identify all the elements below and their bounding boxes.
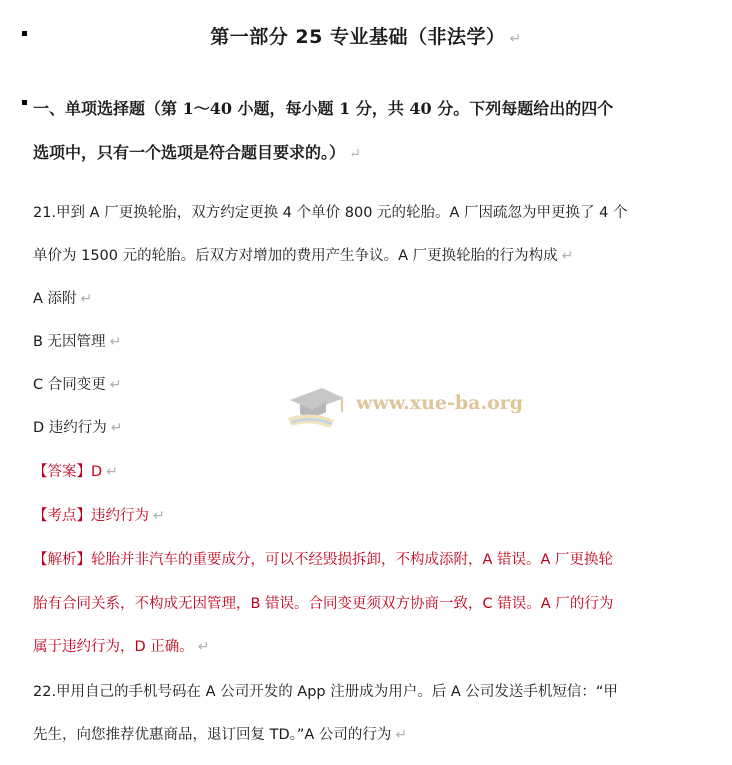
q21-option-b: B 无因管理 ↵ — [33, 334, 122, 350]
q21-answer: 【答案】D ↵ — [33, 464, 118, 480]
q21-option-a: A 添附 ↵ — [33, 291, 93, 307]
q21-analysis-line-2: 胎有合同关系，不构成无因管理，B 错误。合同变更须双方协商一致，C 错误。A 厂的行为 — [33, 596, 614, 612]
q21-analysis-line-1: 【解析】轮胎并非汽车的重要成分，可以不经毁损拆卸，不构成添附，A 错误。A 厂更换轮 — [33, 552, 614, 568]
paragraph-mark-icon: ↵ — [197, 639, 210, 655]
q21-stem-line-1: 21.甲到 A 厂更换轮胎，双方约定更换 4 个单价 800 元的轮胎。A 厂因疏忽为甲更换了 4 个 — [33, 205, 628, 221]
paragraph-mark-icon: ↵ — [153, 508, 165, 524]
q22-stem-line-1: 22.甲用自己的手机号码在 A 公司开发的 App 注册成为用户。后 A 公司发送手机短信：“甲 — [33, 684, 618, 700]
watermark — [282, 374, 532, 434]
q21-option-c: C 合同变更 ↵ — [33, 377, 122, 393]
section-heading-line-2: 选项中，只有一个选项是符合题目要求的。） ↵ — [33, 143, 361, 162]
paragraph-mark-icon: ↵ — [395, 727, 408, 743]
paragraph-mark-icon: ↵ — [80, 291, 93, 307]
bullet-marker — [22, 100, 27, 105]
paragraph-mark-icon: ↵ — [109, 377, 122, 393]
q22-stem-line-2: 先生，向您推荐优惠商品，退订回复 TD。”A 公司的行为 ↵ — [33, 727, 408, 743]
paragraph-mark-icon: ↵ — [509, 31, 522, 47]
section-heading-line-1: 一、单项选择题（第 1～40 小题，每小题 1 分，共 40 分。下列每题给出的四个 — [33, 99, 614, 118]
paragraph-mark-icon: ↵ — [109, 334, 122, 350]
q21-analysis-line-3: 属于违约行为，D 正确。 ↵ — [33, 639, 210, 655]
paragraph-mark-icon: ↵ — [106, 464, 118, 480]
page-title: 第一部分 25 专业基础（非法学） ↵ — [210, 26, 522, 48]
watermark-text: www.xue-ba.org — [356, 392, 524, 414]
q21-option-d: D 违约行为 ↵ — [33, 420, 123, 436]
graduation-cap-icon — [282, 374, 352, 434]
paragraph-mark-icon: ↵ — [349, 146, 361, 162]
paragraph-mark-icon: ↵ — [110, 420, 123, 436]
paragraph-mark-icon: ↵ — [561, 248, 574, 264]
q21-stem-line-2: 单价为 1500 元的轮胎。后双方对增加的费用产生争议。A 厂更换轮胎的行为构成 ↵ — [33, 248, 574, 264]
q21-point: 【考点】违约行为 ↵ — [33, 508, 165, 524]
